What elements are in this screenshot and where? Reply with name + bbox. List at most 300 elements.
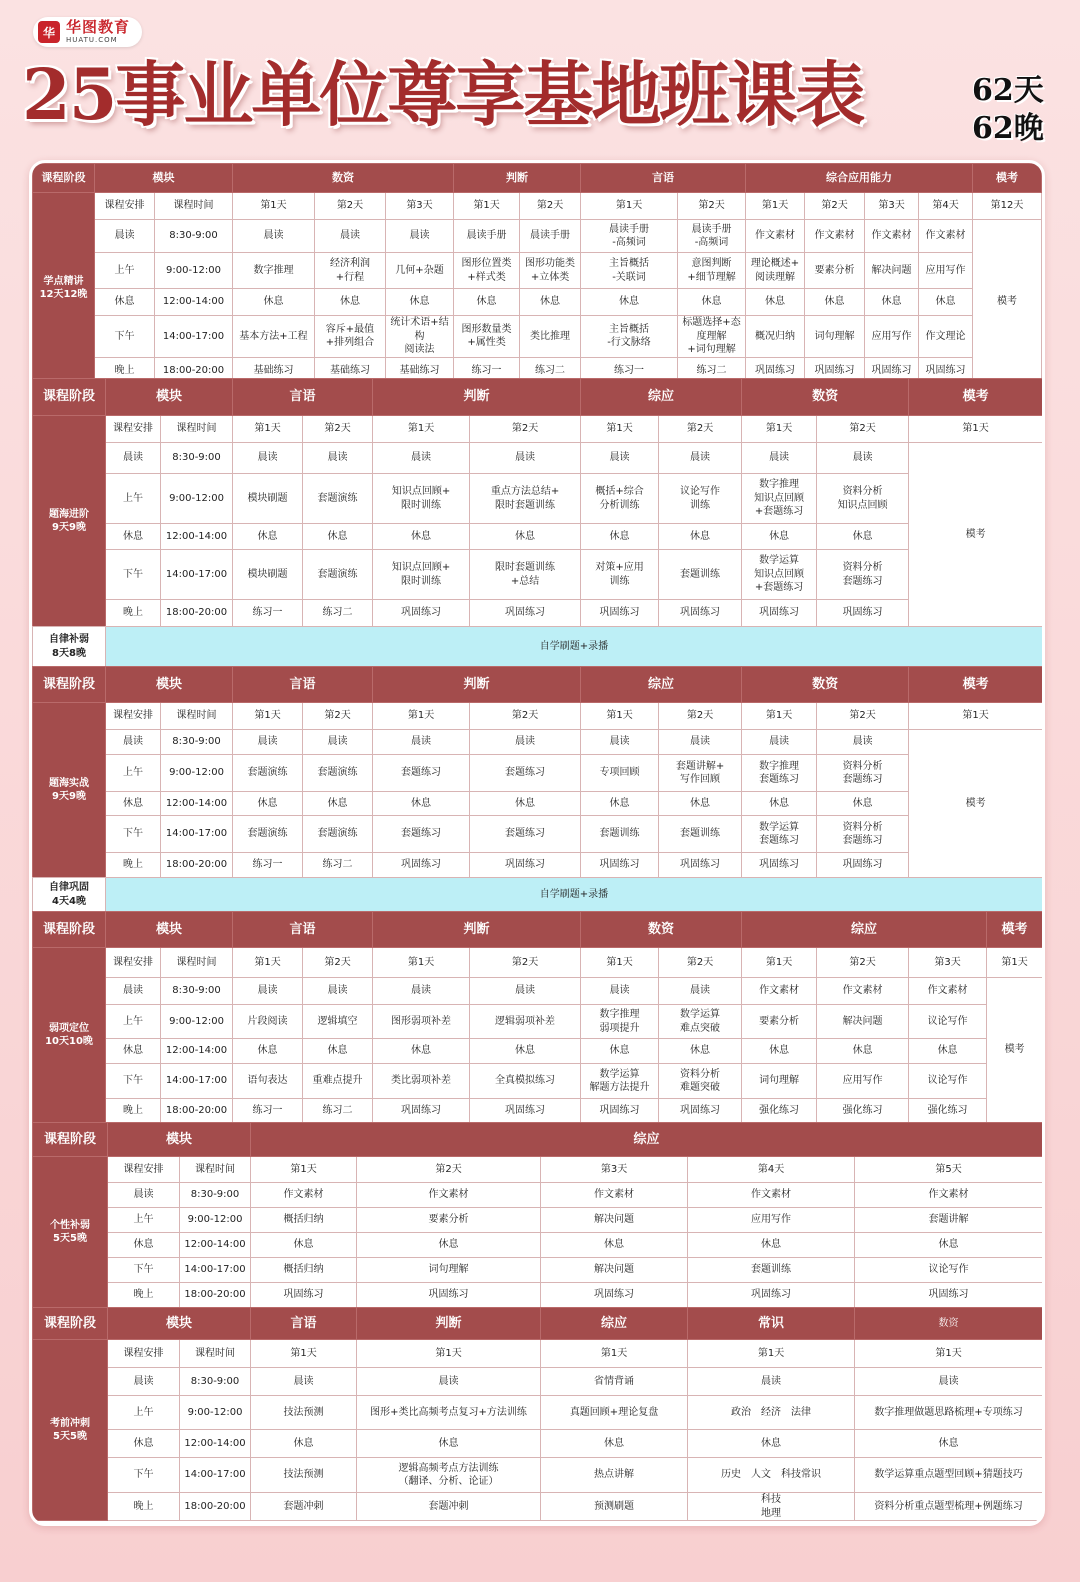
table-cell: 政治 经济 法律 <box>688 1396 855 1430</box>
table-cell: 晚上 <box>106 853 161 878</box>
table-cell: 课程安排 <box>106 703 161 730</box>
table-cell: 课程时间 <box>161 948 233 978</box>
table-cell: 省情背诵 <box>541 1368 688 1396</box>
table-cell: 巩固练习 <box>373 853 470 878</box>
table-cell: 套题练习 <box>373 816 470 853</box>
header-cell: 数资 <box>742 379 909 416</box>
table-cell: 巩固练习 <box>817 853 909 878</box>
table-cell: 知识点回顾+ 限时训练 <box>373 474 470 524</box>
stage-label: 个性补弱 5天5晚 <box>33 1157 108 1308</box>
table-cell: 基础练习 <box>386 357 454 384</box>
table-cell: 12:00-14:00 <box>180 1430 251 1458</box>
table-cell: 套题练习 <box>373 755 470 792</box>
table-cell: 休息 <box>251 1430 357 1458</box>
table-cell: 巩固练习 <box>470 600 581 627</box>
table-cell: 作文素材 <box>865 220 919 253</box>
table-cell: 晨读 <box>106 978 161 1005</box>
table-cell: 数字推理 弱项提升 <box>581 1005 659 1039</box>
table-cell: 类比推理 <box>520 316 581 358</box>
nights-label: 62晚 <box>972 111 1044 146</box>
table-cell: 资料分析 难题突破 <box>659 1064 742 1099</box>
table-cell: 课程安排 <box>106 948 161 978</box>
table-cell: 休息 <box>108 1233 180 1258</box>
table-cell: 第1天 <box>251 1340 357 1368</box>
table-cell: 晨读 <box>581 730 659 755</box>
table-cell: 第2天 <box>659 948 742 978</box>
table-cell: 图形数量类 +属性类 <box>454 316 520 358</box>
table-cell: 休息 <box>581 524 659 550</box>
table-cell: 休息 <box>678 289 746 316</box>
table-cell: 对策+应用 训练 <box>581 550 659 600</box>
table-cell: 巩固练习 <box>746 357 805 384</box>
table-cell: 数学运算重点题型回顾+猜题技巧 <box>855 1458 1043 1493</box>
table-cell: 第3天 <box>865 193 919 220</box>
header-cell: 数资 <box>581 912 742 948</box>
table-cell: 下午 <box>106 1064 161 1099</box>
table-cell: 第1天 <box>909 703 1043 730</box>
table-cell: 第1天 <box>581 416 659 443</box>
table-cell: 第4天 <box>688 1157 855 1183</box>
table-cell: 第2天 <box>659 703 742 730</box>
table-cell: 休息 <box>817 1039 909 1064</box>
table-cell: 第2天 <box>520 193 581 220</box>
table-cell: 作文素材 <box>357 1183 541 1208</box>
section-4-table <box>32 911 1043 1123</box>
table-cell: 解决问题 <box>865 253 919 289</box>
table-cell: 休息 <box>541 1430 688 1458</box>
table-cell: 晨读 <box>373 443 470 474</box>
header-cell: 常识 <box>688 1308 855 1340</box>
table-cell: 休息 <box>233 792 303 816</box>
table-cell: 第1天 <box>373 703 470 730</box>
header-cell: 综应 <box>581 379 742 416</box>
table-cell: 套题训练 <box>659 550 742 600</box>
table-cell: 巩固练习 <box>688 1283 855 1308</box>
table-cell: 巩固练习 <box>373 600 470 627</box>
table-cell: 技法预测 <box>251 1458 357 1493</box>
table-cell: 议论写作 <box>855 1258 1043 1283</box>
table-cell: 晚上 <box>106 600 161 627</box>
table-cell: 第2天 <box>470 416 581 443</box>
table-cell: 第1天 <box>251 1157 357 1183</box>
table-cell: 休息 <box>817 524 909 550</box>
table-cell: 下午 <box>106 816 161 853</box>
duration-badge <box>972 72 1044 148</box>
table-cell: 概括归纳 <box>251 1208 357 1233</box>
table-cell: 议论写作 <box>909 1005 987 1039</box>
table-cell: 片段阅读 <box>233 1005 303 1039</box>
brand-name-en: HUATU.COM <box>66 36 118 44</box>
table-cell: 晨读 <box>386 220 454 253</box>
brand-name-cn: 华图教育 <box>66 18 131 36</box>
table-cell: 热点讲解 <box>541 1458 688 1493</box>
table-cell: 概括+综合 分析训练 <box>581 474 659 524</box>
table-cell: 套题冲刺 <box>251 1493 357 1521</box>
table-cell: 练习一 <box>454 357 520 384</box>
table-cell: 第2天 <box>303 416 373 443</box>
table-cell: 上午 <box>106 1005 161 1039</box>
table-cell: 休息 <box>106 524 161 550</box>
table-cell: 数字推理 <box>233 253 315 289</box>
table-cell: 第1天 <box>581 703 659 730</box>
header-cell: 模考 <box>973 164 1042 193</box>
table-cell: 14:00-17:00 <box>161 816 233 853</box>
table-cell: 休息 <box>357 1430 541 1458</box>
table-cell: 晨读 <box>688 1368 855 1396</box>
table-cell: 巩固练习 <box>470 853 581 878</box>
table-cell: 12:00-14:00 <box>180 1233 251 1258</box>
table-cell: 理论概述+ 阅读理解 <box>746 253 805 289</box>
table-cell: 第1天 <box>581 193 678 220</box>
table-cell: 套题演练 <box>303 755 373 792</box>
table-cell: 作文素材 <box>746 220 805 253</box>
table-cell: 9:00-12:00 <box>180 1396 251 1430</box>
table-cell: 晨读 <box>106 730 161 755</box>
table-cell: 下午 <box>106 550 161 600</box>
self-study-1 <box>32 626 1043 667</box>
table-cell: 巩固练习 <box>581 600 659 627</box>
table-cell: 应用写作 <box>919 253 973 289</box>
table-cell: 练习二 <box>303 1099 373 1123</box>
table-cell: 资料分析 知识点回顾 <box>817 474 909 524</box>
table-cell: 晨读 <box>108 1368 180 1396</box>
table-cell: 解决问题 <box>817 1005 909 1039</box>
table-cell: 休息 <box>688 1233 855 1258</box>
table-cell: 课程时间 <box>161 416 233 443</box>
header-cell: 言语 <box>581 164 746 193</box>
table-cell: 休息 <box>659 1039 742 1064</box>
table-cell: 休息 <box>742 1039 817 1064</box>
table-cell: 巩固练习 <box>581 853 659 878</box>
table-cell: 套题演练 <box>303 816 373 853</box>
table-cell: 套题训练 <box>659 816 742 853</box>
self-study-2 <box>32 877 1043 912</box>
table-cell: 应用写作 <box>688 1208 855 1233</box>
table-cell: 几何+杂题 <box>386 253 454 289</box>
table-cell: 巩固练习 <box>742 853 817 878</box>
table-cell: 语句表达 <box>233 1064 303 1099</box>
table-cell: 晨读 <box>233 978 303 1005</box>
table-cell: 第1天 <box>742 416 817 443</box>
table-cell: 第1天 <box>357 1340 541 1368</box>
table-cell: 作文素材 <box>251 1183 357 1208</box>
table-cell: 第1天 <box>688 1340 855 1368</box>
table-cell: 晨读 <box>233 220 315 253</box>
table-cell: 晨读手册 <box>454 220 520 253</box>
header-cell: 判断 <box>373 379 581 416</box>
table-cell: 18:00-20:00 <box>161 853 233 878</box>
table-cell: 课程安排 <box>108 1340 180 1368</box>
table-cell: 意图判断 +细节理解 <box>678 253 746 289</box>
mock-exam-cell: 模考 <box>973 220 1042 385</box>
table-cell: 课程时间 <box>161 703 233 730</box>
table-cell: 18:00-20:00 <box>155 357 233 384</box>
table-cell: 休息 <box>233 1039 303 1064</box>
table-cell: 解决问题 <box>541 1208 688 1233</box>
table-cell: 8:30-9:00 <box>161 730 233 755</box>
table-cell: 晨读 <box>742 730 817 755</box>
header-cell: 综应 <box>251 1123 1043 1157</box>
table-cell: 基础练习 <box>315 357 386 384</box>
table-cell: 18:00-20:00 <box>161 600 233 627</box>
table-cell: 第1天 <box>746 193 805 220</box>
header-cell: 模考 <box>909 667 1043 703</box>
table-cell: 休息 <box>303 792 373 816</box>
table-cell: 休息 <box>315 289 386 316</box>
table-cell: 18:00-20:00 <box>180 1283 251 1308</box>
table-cell: 图形位置类 +样式类 <box>454 253 520 289</box>
table-cell: 休息 <box>357 1233 541 1258</box>
table-cell: 休息 <box>233 289 315 316</box>
table-cell: 14:00-17:00 <box>155 316 233 358</box>
schedule-panel <box>29 160 1045 1526</box>
table-cell: 课程安排 <box>108 1157 180 1183</box>
table-cell: 晨读 <box>303 978 373 1005</box>
table-cell: 数学运算 知识点回顾 +套题练习 <box>742 550 817 600</box>
table-cell: 巩固练习 <box>805 357 865 384</box>
table-cell: 晨读 <box>817 443 909 474</box>
table-cell: 数学运算 套题练习 <box>742 816 817 853</box>
table-cell: 套题演练 <box>303 474 373 524</box>
table-cell: 主旨概括 -行文脉络 <box>581 316 678 358</box>
header-cell: 数资 <box>855 1308 1043 1340</box>
header-cell: 模块 <box>106 379 233 416</box>
table-cell: 晨读 <box>303 730 373 755</box>
table-cell: 巩固练习 <box>541 1283 688 1308</box>
table-cell: 套题讲解 <box>855 1208 1043 1233</box>
table-cell: 基本方法+工程 <box>233 316 315 358</box>
table-cell: 上午 <box>106 474 161 524</box>
table-cell: 练习二 <box>303 853 373 878</box>
table-cell: 套题讲解+ 写作回顾 <box>659 755 742 792</box>
table-cell: 第1天 <box>233 948 303 978</box>
table-cell: 休息 <box>106 1039 161 1064</box>
stage-label: 题海进阶 9天9晚 <box>33 416 106 627</box>
table-cell: 休息 <box>909 1039 987 1064</box>
table-cell: 第2天 <box>357 1157 541 1183</box>
header-cell: 综应 <box>541 1308 688 1340</box>
table-cell: 晨读手册 <box>520 220 581 253</box>
mock-exam-cell: 模考 <box>987 978 1043 1123</box>
stage-label: 自律巩固 4天4晚 <box>33 878 106 912</box>
table-cell: 第1天 <box>373 948 470 978</box>
stage-label: 弱项定位 10天10晚 <box>33 948 106 1123</box>
table-cell: 8:30-9:00 <box>155 220 233 253</box>
table-cell: 套题冲刺 <box>357 1493 541 1521</box>
table-cell: 休息 <box>805 289 865 316</box>
table-cell: 概括归纳 <box>251 1258 357 1283</box>
table-cell: 18:00-20:00 <box>180 1493 251 1521</box>
table-cell: 晨读 <box>581 443 659 474</box>
table-cell: 第2天 <box>303 948 373 978</box>
table-cell: 逻辑高频考点方法训练 （翻译、分析、论证） <box>357 1458 541 1493</box>
table-cell: 全真模拟练习 <box>470 1064 581 1099</box>
table-cell: 逻辑弱项补差 <box>470 1005 581 1039</box>
table-cell: 晨读 <box>373 978 470 1005</box>
table-cell: 上午 <box>108 1396 180 1430</box>
table-cell: 第2天 <box>805 193 865 220</box>
section-2-table <box>32 378 1043 627</box>
table-cell: 巩固练习 <box>919 357 973 384</box>
header-cell: 判断 <box>373 667 581 703</box>
table-cell: 作文素材 <box>742 978 817 1005</box>
section-1-table <box>32 163 1042 385</box>
table-cell: 套题演练 <box>303 550 373 600</box>
table-cell: 重难点提升 <box>303 1064 373 1099</box>
table-cell: 主旨概括 -关联词 <box>581 253 678 289</box>
table-cell: 休息 <box>688 1430 855 1458</box>
table-cell: 巩固练习 <box>659 600 742 627</box>
stage-label: 题海实战 9天9晚 <box>33 703 106 878</box>
table-cell: 概况归纳 <box>746 316 805 358</box>
table-cell: 休息 <box>742 524 817 550</box>
table-cell: 第1天 <box>855 1340 1043 1368</box>
table-cell: 要素分析 <box>742 1005 817 1039</box>
table-cell: 要素分析 <box>357 1208 541 1233</box>
table-cell: 重点方法总结+ 限时套题训练 <box>470 474 581 524</box>
table-cell: 数字推理 套题练习 <box>742 755 817 792</box>
table-cell: 模块刷题 <box>233 474 303 524</box>
table-cell: 巩固练习 <box>251 1283 357 1308</box>
table-cell: 晚上 <box>108 1493 180 1521</box>
table-cell: 图形功能类 +立体类 <box>520 253 581 289</box>
table-cell: 练习二 <box>303 600 373 627</box>
table-cell: 休息 <box>454 289 520 316</box>
table-cell: 第1天 <box>581 948 659 978</box>
table-cell: 晨读手册 -高频词 <box>581 220 678 253</box>
table-cell: 下午 <box>108 1258 180 1283</box>
table-cell: 作文素材 <box>688 1183 855 1208</box>
table-cell: 第1天 <box>233 193 315 220</box>
table-cell: 第2天 <box>817 948 909 978</box>
table-cell: 休息 <box>386 289 454 316</box>
table-cell: 数学运算 解题方法提升 <box>581 1064 659 1099</box>
table-cell: 套题训练 <box>581 816 659 853</box>
brand-mark-icon: 华 <box>38 21 60 43</box>
table-cell: 巩固练习 <box>865 357 919 384</box>
table-cell: 休息 <box>581 289 678 316</box>
table-cell: 经济利润 +行程 <box>315 253 386 289</box>
table-cell: 晨读 <box>659 978 742 1005</box>
header-cell: 判断 <box>373 912 581 948</box>
table-cell: 第2天 <box>678 193 746 220</box>
table-cell: 资料分析重点题型梳理+例题练习 <box>855 1493 1043 1521</box>
table-cell: 晨读 <box>95 220 155 253</box>
table-cell: 技法预测 <box>251 1396 357 1430</box>
table-cell: 第2天 <box>659 416 742 443</box>
table-cell: 课程时间 <box>155 193 233 220</box>
header-cell: 综应 <box>581 667 742 703</box>
table-cell: 第1天 <box>233 703 303 730</box>
table-cell: 第1天 <box>742 703 817 730</box>
header-cell: 模块 <box>106 667 233 703</box>
self-study-text: 自学刷题+录播 <box>106 627 1043 667</box>
table-cell: 下午 <box>108 1458 180 1493</box>
table-cell: 课程时间 <box>180 1340 251 1368</box>
table-cell: 第2天 <box>303 703 373 730</box>
table-cell: 休息 <box>855 1233 1043 1258</box>
table-cell: 作文理论 <box>919 316 973 358</box>
table-cell: 休息 <box>470 524 581 550</box>
table-cell: 18:00-20:00 <box>161 1099 233 1123</box>
stage-label: 自律补弱 8天8晚 <box>33 627 106 667</box>
table-cell: 9:00-12:00 <box>161 474 233 524</box>
table-cell: 休息 <box>581 792 659 816</box>
table-cell: 休息 <box>742 792 817 816</box>
table-cell: 限时套题训练 +总结 <box>470 550 581 600</box>
table-cell: 资料分析 套题练习 <box>817 550 909 600</box>
table-cell: 晨读 <box>373 730 470 755</box>
table-cell: 第1天 <box>541 1340 688 1368</box>
table-cell: 第2天 <box>470 948 581 978</box>
table-cell: 类比弱项补差 <box>373 1064 470 1099</box>
table-cell: 休息 <box>919 289 973 316</box>
table-cell: 晨读 <box>303 443 373 474</box>
table-cell: 第2天 <box>315 193 386 220</box>
table-cell: 8:30-9:00 <box>180 1368 251 1396</box>
table-cell: 巩固练习 <box>659 1099 742 1123</box>
table-cell: 晨读 <box>315 220 386 253</box>
table-cell: 休息 <box>373 792 470 816</box>
table-cell: 晨读 <box>470 978 581 1005</box>
table-cell: 专项回顾 <box>581 755 659 792</box>
table-cell: 巩固练习 <box>742 600 817 627</box>
table-cell: 词句理解 <box>742 1064 817 1099</box>
table-cell: 强化练习 <box>742 1099 817 1123</box>
table-cell: 第1天 <box>987 948 1043 978</box>
table-cell: 第12天 <box>973 193 1042 220</box>
table-cell: 第1天 <box>233 416 303 443</box>
table-cell: 作文素材 <box>817 978 909 1005</box>
table-cell: 休息 <box>470 1039 581 1064</box>
table-cell: 晨读 <box>817 730 909 755</box>
table-cell: 休息 <box>865 289 919 316</box>
table-cell: 数字推理做题思路梳理+专项练习 <box>855 1396 1043 1430</box>
table-cell: 第2天 <box>817 416 909 443</box>
table-cell: 休息 <box>541 1233 688 1258</box>
table-cell: 晚上 <box>106 1099 161 1123</box>
table-cell: 强化练习 <box>817 1099 909 1123</box>
header-cell: 综合应用能力 <box>746 164 973 193</box>
table-cell: 词句理解 <box>357 1258 541 1283</box>
section-6-table <box>32 1307 1043 1521</box>
table-cell: 标题选择+态度理解 +词句理解 <box>678 316 746 358</box>
table-cell: 统计术语+结构 阅读法 <box>386 316 454 358</box>
table-cell: 8:30-9:00 <box>161 978 233 1005</box>
table-cell: 休息 <box>659 792 742 816</box>
table-cell: 课程安排 <box>95 193 155 220</box>
table-cell: 练习一 <box>233 1099 303 1123</box>
table-cell: 历史 人文 科技常识 <box>688 1458 855 1493</box>
table-cell: 9:00-12:00 <box>155 253 233 289</box>
table-cell: 套题演练 <box>233 816 303 853</box>
table-cell: 12:00-14:00 <box>161 1039 233 1064</box>
section-5-table <box>32 1122 1043 1308</box>
table-cell: 14:00-17:00 <box>161 550 233 600</box>
table-cell: 模块刷题 <box>233 550 303 600</box>
table-cell: 练习一 <box>233 853 303 878</box>
table-cell: 巩固练习 <box>855 1283 1043 1308</box>
header-cell: 模块 <box>95 164 233 193</box>
table-cell: 第4天 <box>919 193 973 220</box>
table-cell: 课程安排 <box>106 416 161 443</box>
header-cell: 课程阶段 <box>33 1123 108 1157</box>
table-cell: 套题练习 <box>470 816 581 853</box>
table-cell: 练习一 <box>233 600 303 627</box>
table-cell: 第3天 <box>541 1157 688 1183</box>
table-cell: 套题训练 <box>688 1258 855 1283</box>
table-cell: 第2天 <box>470 703 581 730</box>
